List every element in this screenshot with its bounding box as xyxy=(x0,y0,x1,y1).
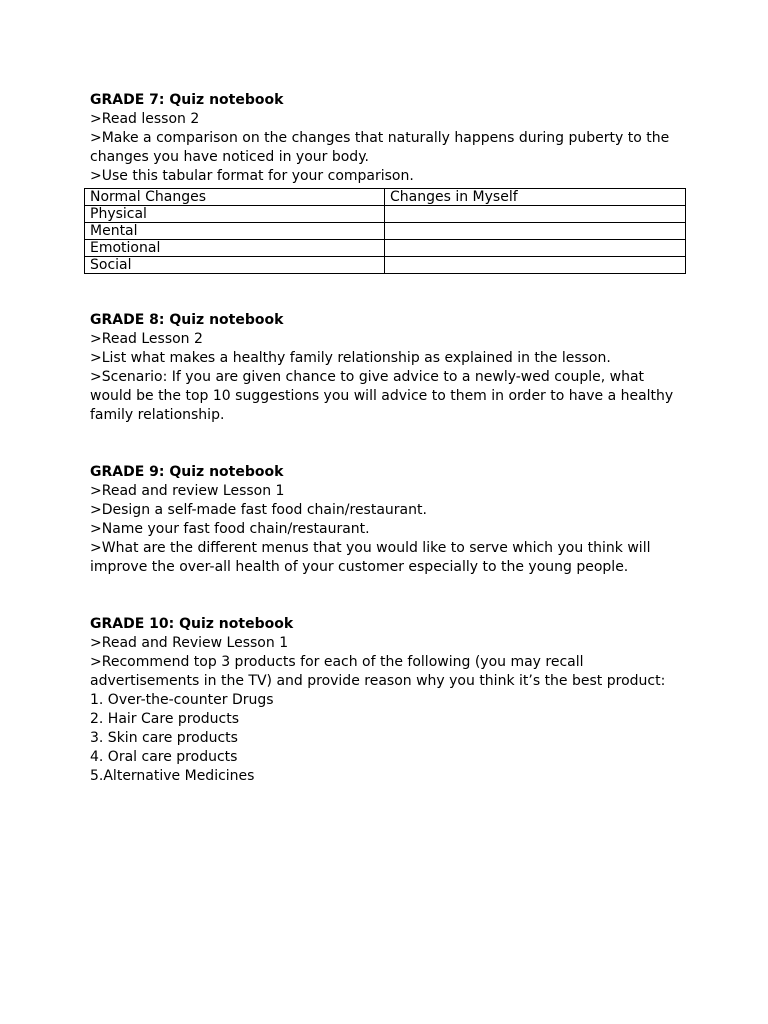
grade10-list-item: 1. Over-the-counter Drugs xyxy=(90,692,274,708)
grade9-section xyxy=(90,463,690,577)
table-header-normal-changes: Normal Changes xyxy=(85,189,385,206)
grade8-heading: GRADE 8: Quiz notebook xyxy=(90,312,284,328)
table-cell-category: Emotional xyxy=(85,240,385,257)
table-cell-empty xyxy=(385,223,686,240)
table-row xyxy=(85,257,686,274)
table-cell-category: Social xyxy=(85,257,385,274)
grade10-heading: GRADE 10: Quiz notebook xyxy=(90,616,294,632)
grade8-section xyxy=(90,311,690,425)
grade9-line: >Design a self-made fast food chain/restaurant. xyxy=(90,502,427,518)
grade8-line: would be the top 10 suggestions you will advice to them in order to have a healthy xyxy=(90,388,674,404)
grade10-line: advertisements in the TV) and provide reason why you think it’s the best product: xyxy=(90,673,666,689)
grade7-line: >Read lesson 2 xyxy=(90,111,200,127)
table-cell-category: Physical xyxy=(85,206,385,223)
table-cell-empty xyxy=(385,206,686,223)
grade9-heading: GRADE 9: Quiz notebook xyxy=(90,464,284,480)
table-header-changes-in-myself: Changes in Myself xyxy=(385,189,686,206)
table-cell-empty xyxy=(385,257,686,274)
grade7-line: >Make a comparison on the changes that naturally happens during puberty to the xyxy=(90,130,670,146)
comparison-table xyxy=(84,188,686,274)
grade10-list-item: 2. Hair Care products xyxy=(90,711,240,727)
grade9-line: >What are the different menus that you would like to serve which you think will xyxy=(90,540,651,556)
grade10-section xyxy=(90,615,690,786)
grade10-list-item: 3. Skin care products xyxy=(90,730,238,746)
table-cell-empty xyxy=(385,240,686,257)
grade8-line: >List what makes a healthy family relationship as explained in the lesson. xyxy=(90,350,611,366)
grade10-line: >Read and Review Lesson 1 xyxy=(90,635,289,651)
table-header-row xyxy=(85,189,686,206)
grade8-line: family relationship. xyxy=(90,407,225,423)
grade9-line: improve the over-all health of your customer especially to the young people. xyxy=(90,559,629,575)
grade7-section xyxy=(90,91,690,186)
table-cell-category: Mental xyxy=(85,223,385,240)
grade8-line: >Scenario: If you are given chance to give advice to a newly-wed couple, what xyxy=(90,369,645,385)
grade9-line: >Name your fast food chain/restaurant. xyxy=(90,521,370,537)
grade10-list-item: 4. Oral care products xyxy=(90,749,238,765)
table-row xyxy=(85,206,686,223)
grade9-line: >Read and review Lesson 1 xyxy=(90,483,285,499)
grade8-line: >Read Lesson 2 xyxy=(90,331,203,347)
grade10-line: >Recommend top 3 products for each of the following (you may recall xyxy=(90,654,584,670)
table-row xyxy=(85,223,686,240)
grade7-line: changes you have noticed in your body. xyxy=(90,149,369,165)
grade7-heading: GRADE 7: Quiz notebook xyxy=(90,92,284,108)
grade10-list-item: 5.Alternative Medicines xyxy=(90,768,255,784)
table-row xyxy=(85,240,686,257)
grade7-line: >Use this tabular format for your comparison. xyxy=(90,168,414,184)
